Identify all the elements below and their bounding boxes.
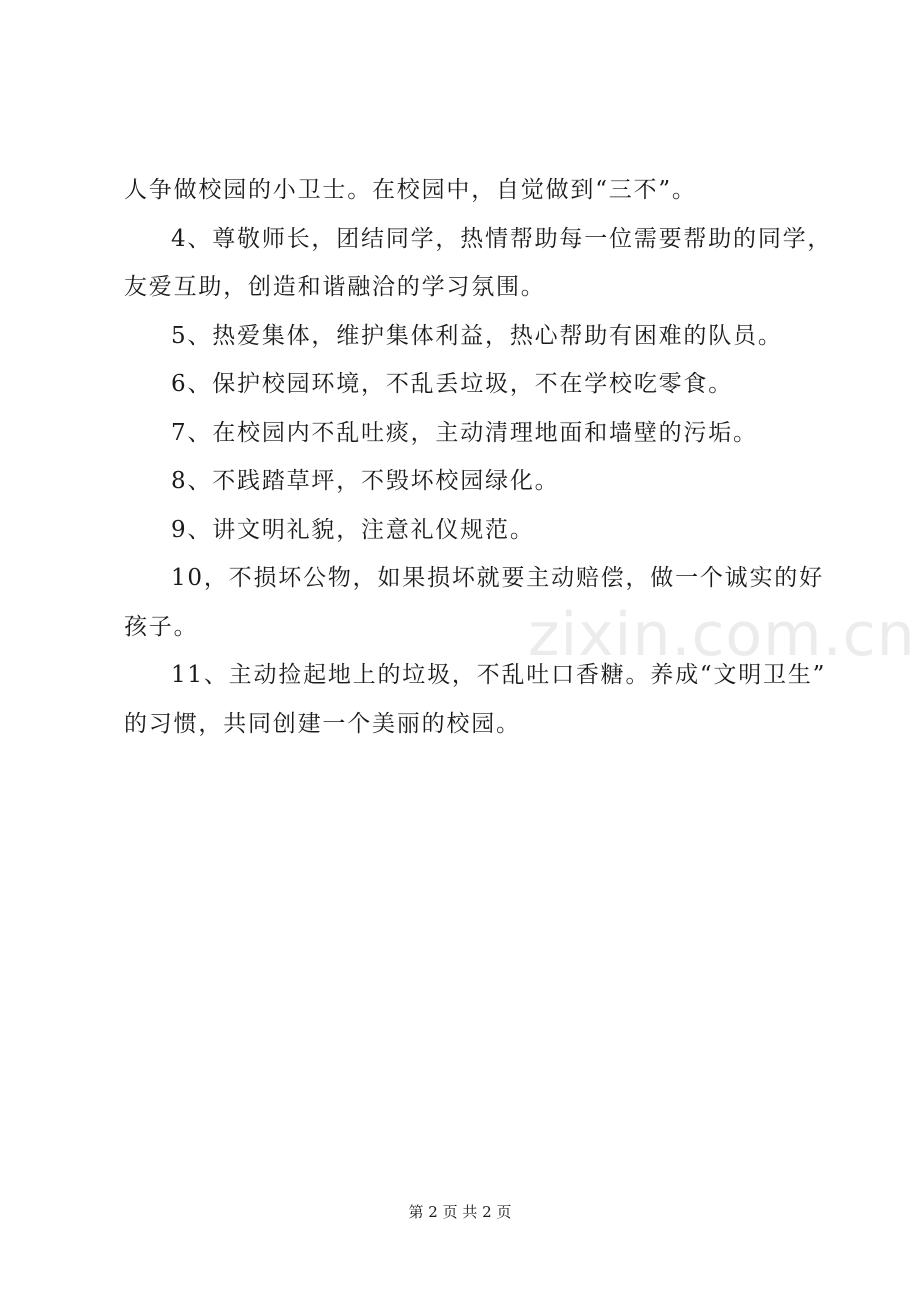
text-line-10: 孩子。: [124, 613, 199, 640]
text-line-8: 9、讲文明礼貌，注意礼仪规范。: [171, 516, 535, 543]
text-line-11: 11、主动捡起地上的垃圾，不乱吐口香糖。养成“文明卫生”: [171, 662, 827, 688]
text-line-6: 7、在校园内不乱吐痰，主动清理地面和墙壁的污垢。: [171, 419, 758, 446]
text-line-9: 10，不损坏公物，如果损坏就要主动赔偿，做一个诚实的好: [171, 565, 824, 591]
text-line-4: 5、热爱集体，维护集体利益，热心帮助有困难的队员。: [171, 322, 783, 349]
watermark: zixin.com.cn: [528, 600, 916, 670]
text-line-7: 8、不践踏草坪，不毁坏校园绿化。: [171, 468, 560, 494]
text-line-3: 友爱互助，创造和谐融洽的学习氛围。: [124, 274, 546, 300]
text-line-12: 的习惯，共同创建一个美丽的校园。: [124, 710, 521, 737]
text-line-2: 4、尊敬师长，团结同学，热情帮助每一位需要帮助的同学，: [171, 225, 833, 252]
document-body: [124, 166, 833, 748]
page-footer: 第 2 页 共 2 页: [408, 1203, 512, 1221]
text-line-5: 6、保护校园环境，不乱丢垃圾，不在学校吃零食。: [171, 371, 734, 397]
text-line-1: 人争做校园的小卫士。在校园中，自觉做到“三不”。: [124, 177, 697, 203]
